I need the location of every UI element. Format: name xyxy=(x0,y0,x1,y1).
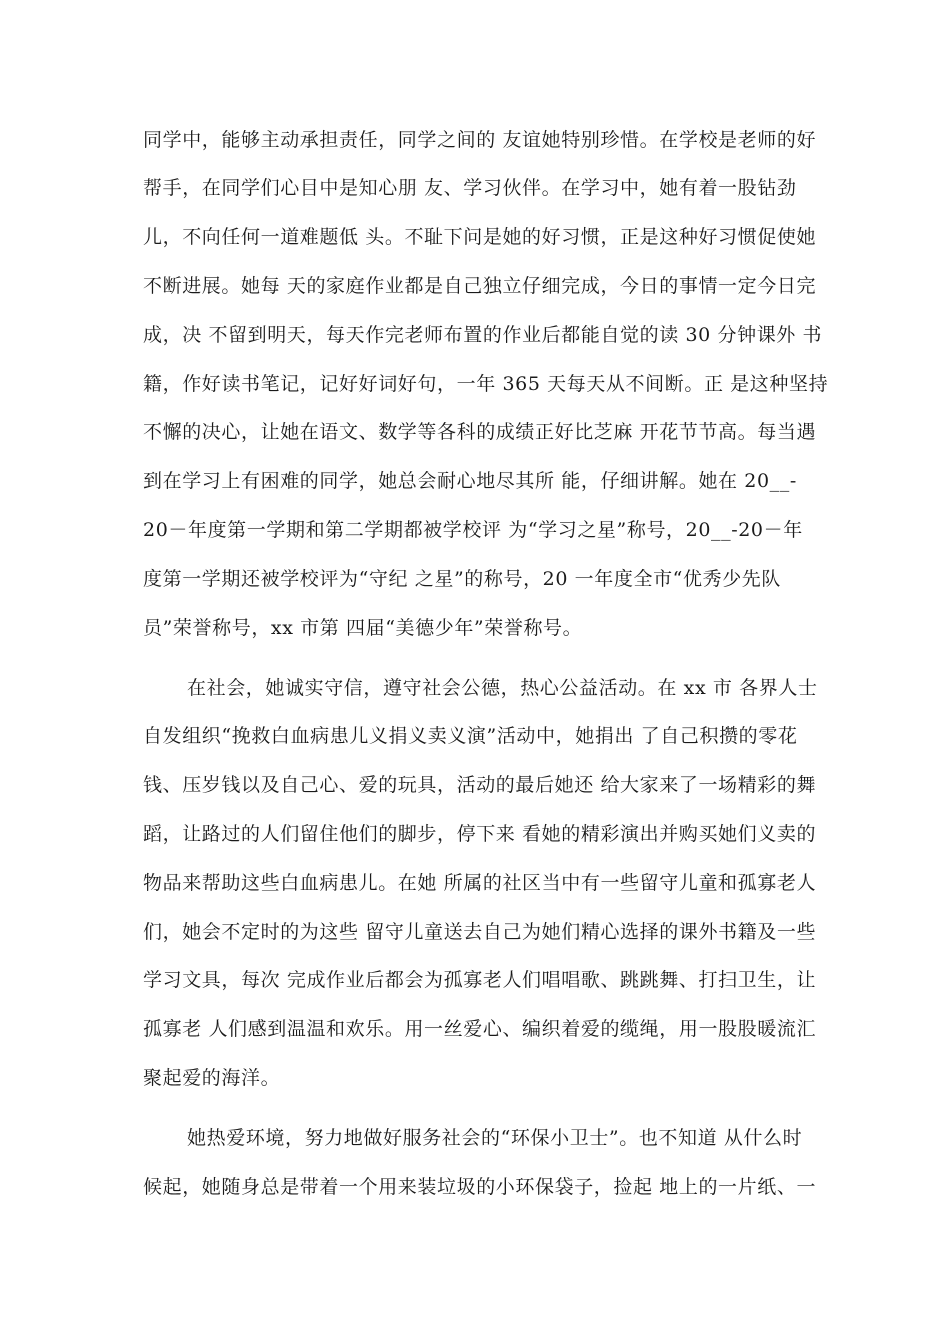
text-line: 聚起爱的海洋。 xyxy=(143,1067,281,1089)
text-line: 蹈，让路过的人们留住他们的脚步，停下来 看她的精彩演出并购买她们义卖的 xyxy=(143,823,817,845)
text-line: 自发组织“挽救白血病患儿义捐义卖义演”活动中，她捐出 了自己积攒的零花 xyxy=(143,725,798,747)
text-line: 籍，作好读书笔记，记好好词好句，一年 365 天每天从不间断。正 是这种坚持 xyxy=(143,373,829,395)
text-line: 度第一学期还被学校评为“守纪 之星”的称号，20 一年度全市“优秀少先队 xyxy=(143,568,781,590)
text-line: 到在学习上有困难的同学，她总会耐心地尽其所 能，仔细讲解。她在 20__- xyxy=(143,470,797,492)
text-line: 20－年度第一学期和第二学期都被学校评 为“学习之星”称号，20__-20－年 xyxy=(143,519,803,541)
text-line: 钱、压岁钱以及自己心、爱的玩具，活动的最后她还 给大家来了一场精彩的舞 xyxy=(143,774,817,796)
text-line: 不懈的决心，让她在语文、数学等各科的成绩正好比芝麻 开花节节高。每当遇 xyxy=(143,421,817,443)
text-line: 不断进展。她每 天的家庭作业都是自己独立仔细完成，今日的事情一定今日完 xyxy=(143,275,817,297)
text-line: 儿，不向任何一道难题低 头。不耻下问是她的好习惯，正是这种好习惯促使她 xyxy=(143,226,817,248)
text-line: 在社会，她诚实守信，遵守社会公德，热心公益活动。在 xx 市 各界人士 xyxy=(187,677,818,699)
text-line: 物品来帮助这些白血病患儿。在她 所属的社区当中有一些留守儿童和孤寡老人 xyxy=(143,872,817,894)
text-line: 员”荣誉称号，xx 市第 四届“美德少年”荣誉称号。 xyxy=(143,617,583,639)
text-line: 孤寡老 人们感到温温和欢乐。用一丝爱心、编织着爱的缆绳，用一股股暖流汇 xyxy=(143,1018,817,1040)
text-line: 她热爱环境，努力地做好服务社会的“环保小卫士”。也不知道 从什么时 xyxy=(187,1127,803,1149)
text-line: 帮手，在同学们心目中是知心朋 友、学习伙伴。在学习中，她有着一股钻劲 xyxy=(143,177,797,199)
text-line: 候起，她随身总是带着一个用来装垃圾的小环保袋子，捡起 地上的一片纸、一 xyxy=(143,1176,817,1198)
text-line: 成，决 不留到明天，每天作完老师布置的作业后都能自觉的读 30 分钟课外 书 xyxy=(143,324,823,346)
text-line: 同学中，能够主动承担责任，同学之间的 友谊她特别珍惜。在学校是老师的好 xyxy=(143,129,817,151)
text-line: 学习文具，每次 完成作业后都会为孤寡老人们唱唱歌、跳跳舞、打扫卫生，让 xyxy=(143,969,817,991)
text-line: 们，她会不定时的为这些 留守儿童送去自己为她们精心选择的课外书籍及一些 xyxy=(143,921,817,943)
